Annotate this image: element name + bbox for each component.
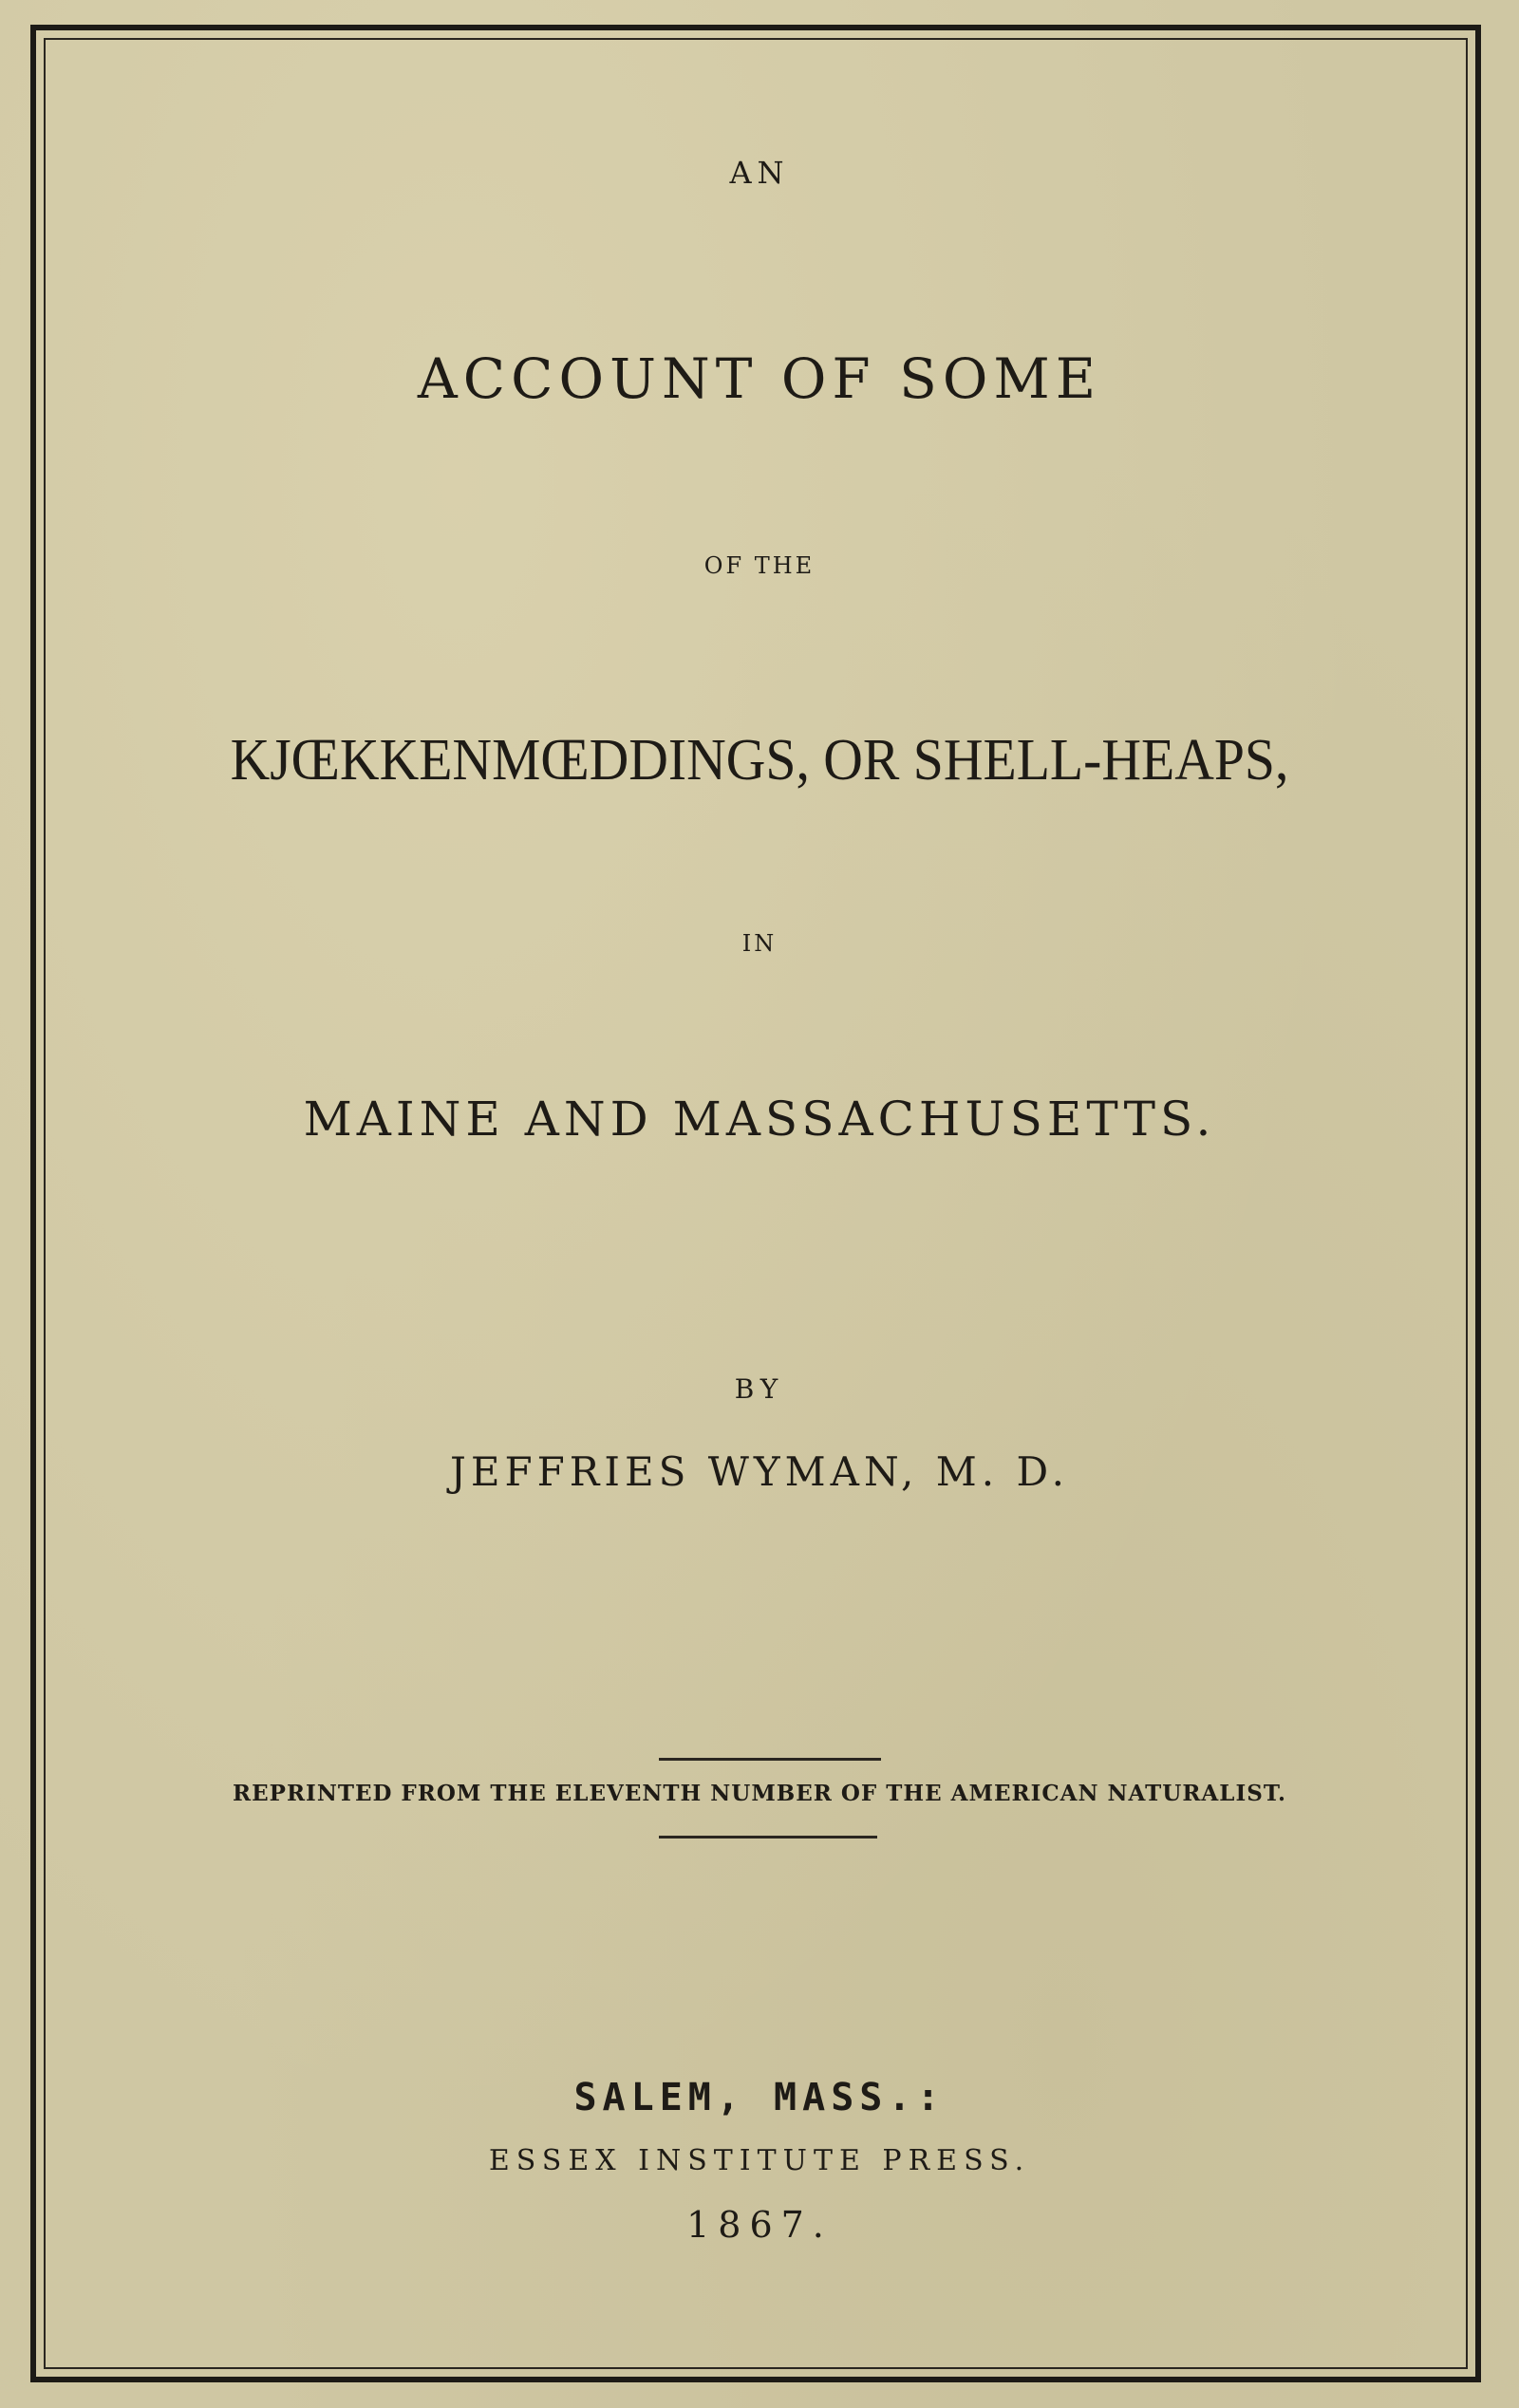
title-in: IN [741, 930, 778, 957]
imprint-publisher: ESSEX INSTITUTE PRESS. [488, 2144, 1031, 2177]
title-place: MAINE AND MASSACHUSETTS. [303, 1092, 1216, 1147]
title-account: ACCOUNT OF SOME [417, 346, 1102, 411]
imprint-year: 1867. [686, 2204, 833, 2246]
top-rule [659, 1758, 881, 1761]
imprint-city: SALEM, MASS.: [573, 2076, 946, 2119]
byline-by: BY [734, 1373, 785, 1405]
title-of-the: OF THE [703, 552, 816, 579]
title-article: AN [729, 155, 790, 191]
title-subject: KJŒKKENMŒDDINGS, OR SHELL-HEAPS, [230, 728, 1289, 793]
author-name: JEFFRIES WYMAN, M. D. [449, 1448, 1069, 1495]
reprint-note: REPRINTED FROM THE ELEVENTH NUMBER OF THE AMERICAN NATURALIST. [233, 1781, 1286, 1806]
bottom-rule [659, 1836, 877, 1839]
